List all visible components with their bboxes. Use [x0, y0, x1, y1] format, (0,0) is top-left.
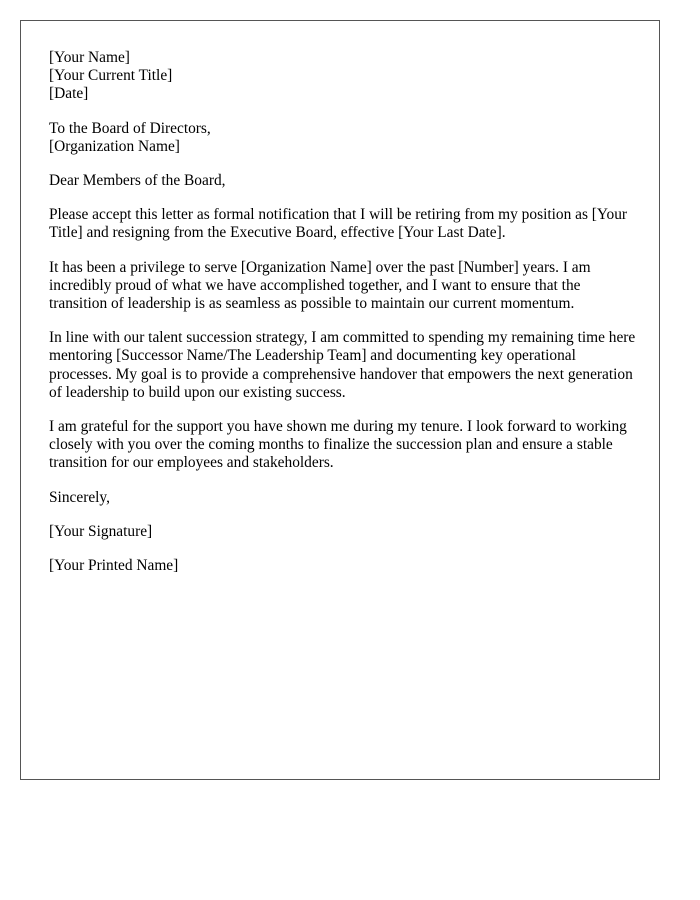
signature: [Your Signature]: [49, 522, 153, 540]
closing: Sincerely,: [49, 488, 110, 506]
printed-name: [Your Printed Name]: [49, 557, 179, 575]
salutation: Dear Members of the Board,: [49, 172, 226, 190]
letter-date: [Date]: [49, 85, 89, 103]
letter-page: [20, 20, 660, 780]
paragraph-1: Please accept this letter as formal notification that I will be retiring from my position as [Your Title] and resigning from the Executive Board, effective [Your Last Date].: [49, 206, 628, 242]
recipient-line-1: To the Board of Directors,: [49, 119, 211, 137]
sender-block: [49, 49, 641, 104]
letter-body: [49, 49, 641, 591]
paragraph-2: It has been a privilege to serve [Organization Name] over the past [Number] years. I am incredibly proud of what we have accomplished together, and I want to ensure that the transition of leadership is as seamless as possible to maintain our current momentum.: [49, 258, 591, 313]
sender-name: [Your Name]: [49, 49, 130, 66]
recipient-block: [49, 120, 641, 156]
paragraph-3: In line with our talent succession strategy, I am committed to spending my remaining time here mentoring [Successor Name/The Leadership Team] and documenting key operational processes. My goal is to provide a comprehensive handover that empowers the next generation of leadership to build upon our existing success.: [49, 329, 636, 401]
paragraph-4: I am grateful for the support you have shown me during my tenure. I look forward to working closely with you over the coming months to finalize the succession plan and ensure a stable transition for our employees and stakeholders.: [49, 418, 627, 472]
recipient-organization: [Organization Name]: [49, 137, 180, 155]
sender-title: [Your Current Title]: [49, 67, 173, 85]
